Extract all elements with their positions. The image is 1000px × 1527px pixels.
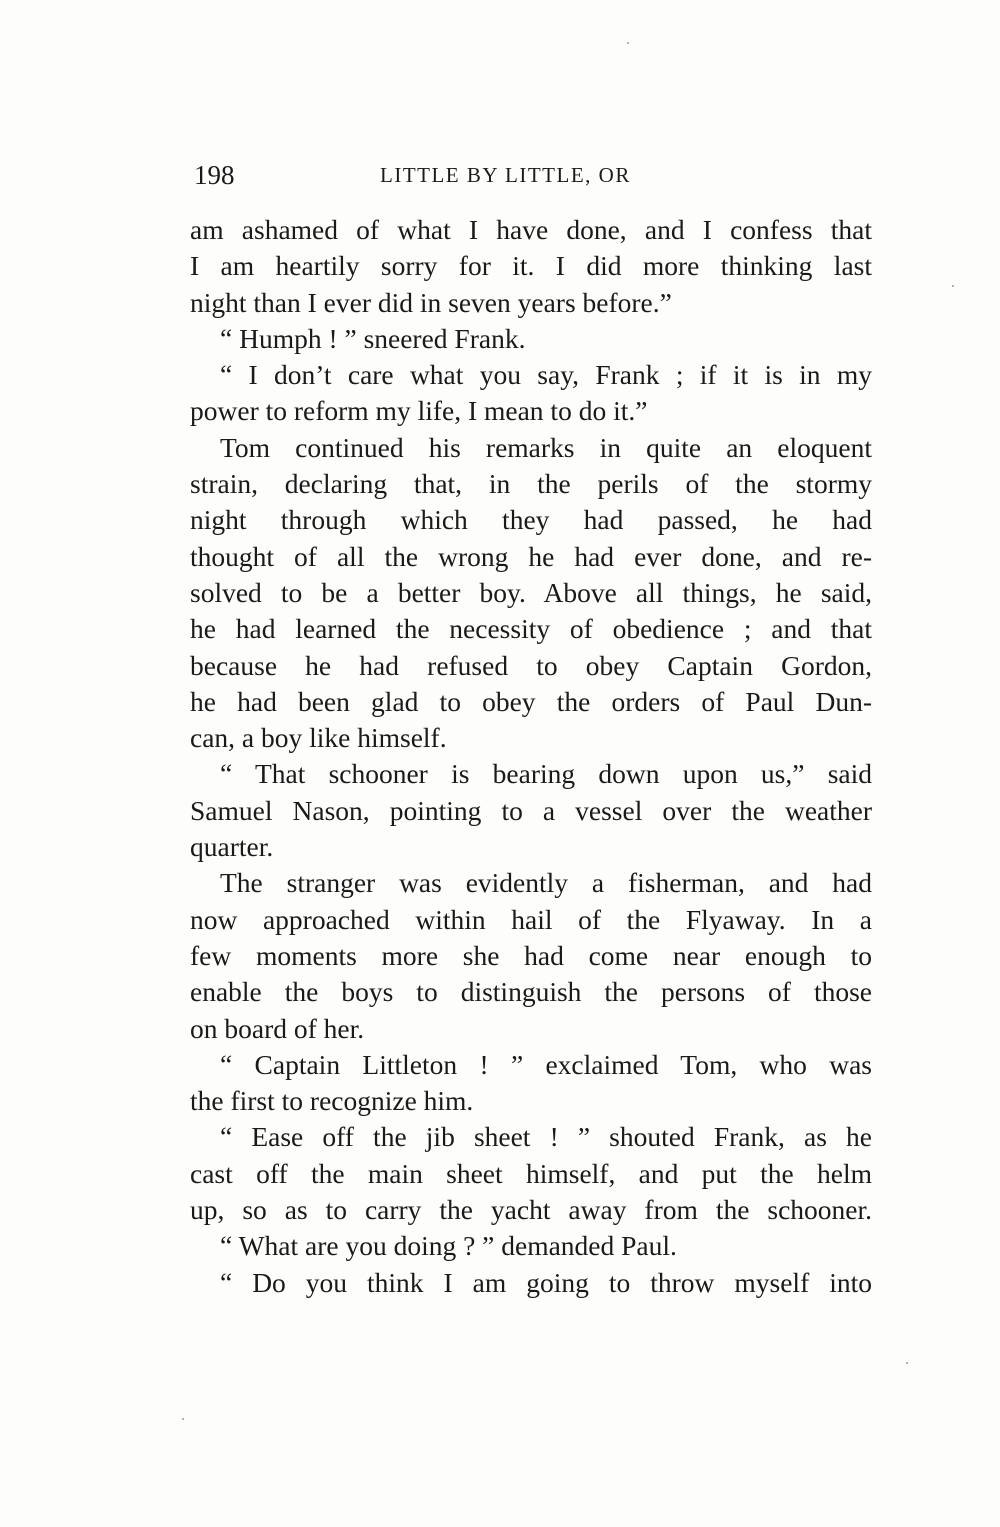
text-line: “ Captain Littleton ! ” exclaimed Tom, who was bbox=[220, 1048, 872, 1080]
paper-speck bbox=[952, 285, 954, 287]
paper-speck bbox=[627, 42, 629, 44]
text-line: quarter. bbox=[190, 831, 274, 863]
text-line: night through which they had passed, he had bbox=[190, 504, 872, 536]
page-number: 198 bbox=[194, 160, 235, 190]
text-line: “ I don’t care what you say, Frank ; if it is in my bbox=[220, 359, 872, 391]
text-line: few moments more she had come near enough to bbox=[190, 939, 872, 971]
body-text bbox=[190, 212, 872, 1301]
text-line: on board of her. bbox=[190, 1012, 365, 1044]
text-line: “ That schooner is bearing down upon us,” said bbox=[220, 758, 872, 790]
text-line: he had been glad to obey the orders of Paul Dun- bbox=[190, 685, 872, 717]
text-line: Samuel Nason, pointing to a vessel over the weather bbox=[190, 794, 872, 826]
text-line: am ashamed of what I have done, and I confess that bbox=[190, 214, 872, 245]
paper-speck bbox=[906, 1362, 908, 1364]
text-line: enable the boys to distinguish the persons of those bbox=[190, 976, 872, 1008]
text-line: Tom continued his remarks in quite an eloquent bbox=[220, 431, 872, 463]
text-line: power to reform my life, I mean to do it.” bbox=[190, 395, 648, 427]
text-line: he had learned the necessity of obedience ; and that bbox=[190, 613, 872, 645]
text-line: can, a boy like himself. bbox=[190, 722, 447, 754]
text-line: up, so as to carry the yacht away from the schooner. bbox=[190, 1194, 872, 1226]
text-line: strain, declaring that, in the perils of the stormy bbox=[190, 468, 872, 500]
text-line: “ What are you doing ? ” demanded Paul. bbox=[220, 1230, 677, 1262]
text-line: thought of all the wrong he had ever done, and re- bbox=[190, 540, 872, 572]
text-line: cast off the main sheet himself, and put the helm bbox=[190, 1157, 872, 1189]
paper-speck bbox=[182, 1418, 184, 1420]
text-line: I am heartily sorry for it. I did more thinking last bbox=[190, 250, 872, 282]
text-line: now approached within hail of the Flyaway. In a bbox=[190, 903, 872, 935]
text-line: night than I ever did in seven years before.” bbox=[190, 286, 672, 318]
running-head: LITTLE BY LITTLE, OR bbox=[380, 163, 631, 187]
text-line: “ Do you think I am going to throw myself into bbox=[220, 1266, 872, 1298]
text-line: the first to recognize him. bbox=[190, 1085, 474, 1117]
text-line: “ Ease off the jib sheet ! ” shouted Frank, as he bbox=[220, 1121, 872, 1153]
page-header bbox=[190, 158, 875, 192]
text-line: because he had refused to obey Captain Gordon, bbox=[190, 649, 872, 681]
text-line: solved to be a better boy. Above all things, he said, bbox=[190, 576, 872, 608]
text-line: The stranger was evidently a fisherman, and had bbox=[220, 867, 872, 899]
text-line: “ Humph ! ” sneered Frank. bbox=[220, 322, 526, 354]
